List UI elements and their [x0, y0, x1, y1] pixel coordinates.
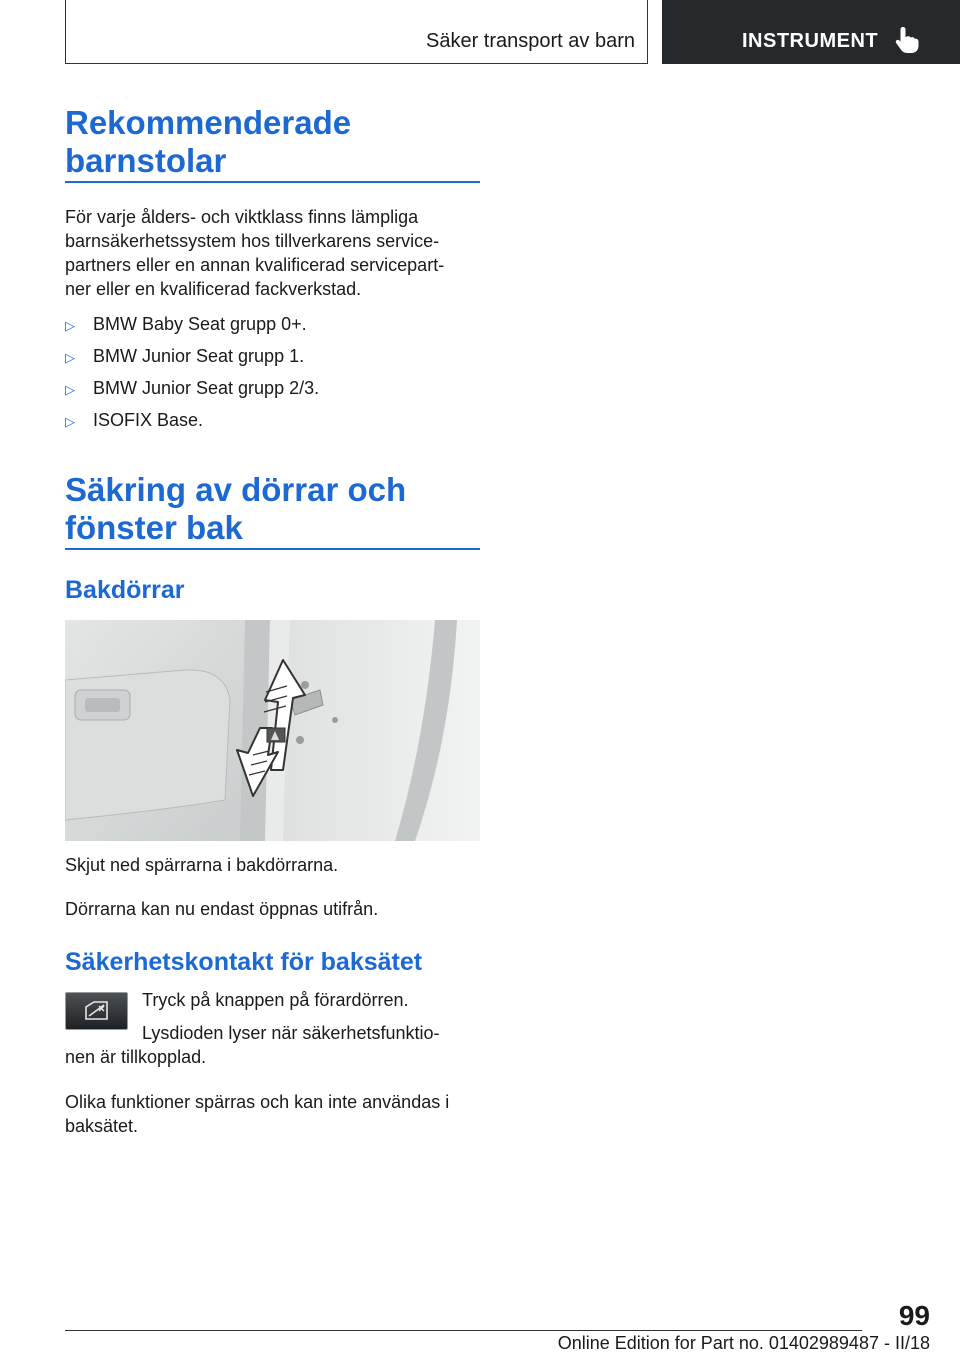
intro-line: ner eller en kvalificerad fackverkstad.: [65, 279, 362, 299]
list-item: [65, 376, 480, 408]
intro-line: barnsäkerhetssystem hos tillverkarens service-: [65, 231, 440, 251]
footer-edition: Online Edition for Part no. 01402989487 - II/18: [557, 1333, 930, 1353]
pointing-hand-icon: [894, 26, 920, 54]
list-item-label: BMW Junior Seat grupp 1.: [93, 346, 305, 366]
header-section-title: Säker transport av barn: [426, 30, 635, 52]
blocked-line2: baksätet.: [65, 1116, 139, 1136]
header-chapter-title: INSTRUMENT: [742, 30, 879, 52]
blocked-line1: Olika funktioner spärras och kan inte användas i: [65, 1092, 450, 1112]
list-item: [65, 408, 480, 440]
triangle-bullet-icon: ▷: [65, 414, 75, 429]
intro-paragraph: [65, 205, 480, 301]
header-chapter-tab: [662, 0, 960, 64]
list-item-label: ISOFIX Base.: [93, 410, 204, 430]
safety-switch-blocked-functions: [65, 1090, 480, 1138]
page-number: 99: [898, 1300, 930, 1331]
led-note-line2: nen är tillkopplad.: [65, 1047, 207, 1067]
safety-switch-led-note: [65, 1021, 480, 1069]
intro-line: För varje ålders- och viktklass finns lämpliga: [65, 207, 419, 227]
subsection-title-rear-doors: Bakdörrar: [65, 576, 185, 604]
list-item-label: BMW Baby Seat grupp 0+.: [93, 314, 307, 334]
section-title-line1: Rekommenderade: [65, 104, 352, 141]
list-item-label: BMW Junior Seat grupp 2/3.: [93, 378, 320, 398]
section-title-recommended-child-seats: [65, 104, 480, 180]
header-section-box: [65, 0, 648, 64]
section-title-line2: fönster bak: [65, 509, 243, 546]
triangle-bullet-icon: ▷: [65, 382, 75, 397]
led-note-line1: Lysdioden lyser när säkerhetsfunktio-: [142, 1023, 440, 1043]
section-divider: [65, 548, 480, 550]
child-seat-list: [65, 312, 480, 440]
section-title-line2: barnstolar: [65, 142, 227, 179]
intro-line: partners eller en annan kvalificerad servicepart-: [65, 255, 445, 275]
section-divider: [65, 181, 480, 183]
triangle-bullet-icon: ▷: [65, 318, 75, 333]
section-title-door-window-lock: [65, 471, 480, 547]
list-item: [65, 344, 480, 376]
footer-rule: [65, 1330, 862, 1331]
section-title-line1: Säkring av dörrar och: [65, 471, 407, 508]
subsection-title-rear-seat-safety-switch: Säkerhetskontakt för baksätet: [65, 948, 423, 976]
list-item: [65, 312, 480, 344]
triangle-bullet-icon: ▷: [65, 350, 75, 365]
safety-switch-instruction: Tryck på knappen på förardörren.: [142, 990, 409, 1010]
rear-door-lock-illustration: [65, 620, 480, 841]
rear-doors-instruction: Skjut ned spärrarna i bakdörrarna.: [65, 855, 339, 875]
rear-doors-result: Dörrarna kan nu endast öppnas utifrån.: [65, 899, 379, 919]
